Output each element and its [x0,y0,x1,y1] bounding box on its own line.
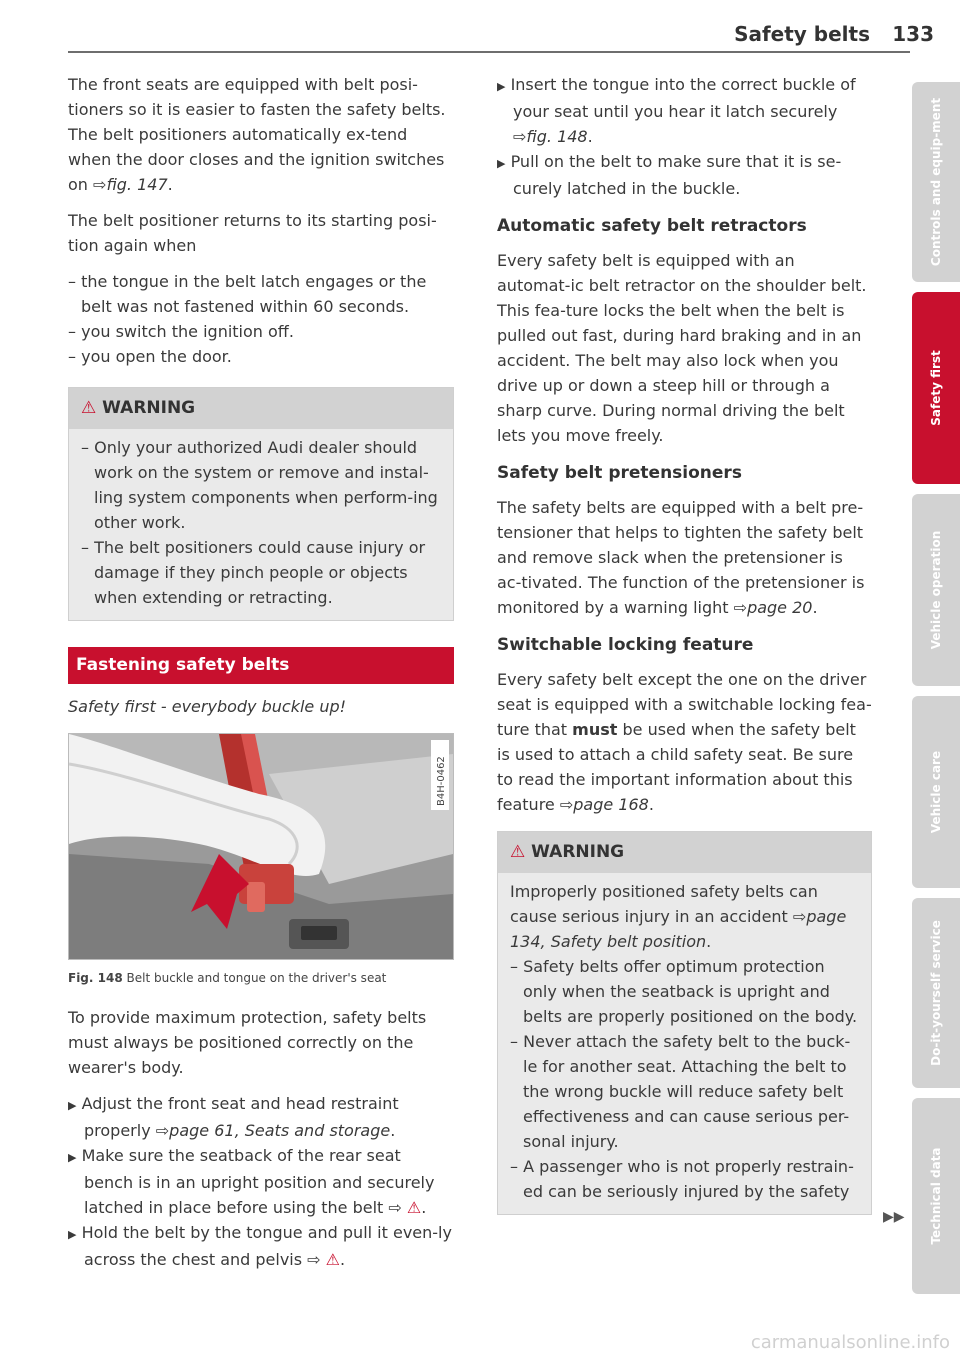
watermark: carmanualsonline.info [750,1332,950,1353]
right-column [497,72,872,1215]
warning-triangle-icon: ⚠ [510,842,526,862]
bullet-icon: ▶ [68,1099,77,1112]
warning-triangle-icon: ⚠ [81,398,97,418]
intro-ref[interactable]: fig. 147 [106,175,168,194]
tab-vehicle-care[interactable]: Vehicle care [912,696,960,888]
arrow-icon: ⇨ [559,795,574,814]
warning-intro: Improperly positioned safety belts can cause serious injury in an accident ⇨page 134, Safety belt position. [510,882,847,951]
bullet-icon: ▶ [497,157,506,170]
warning-item: – A passenger who is not properly restrain-ed can be seriously injured by the safety [510,1157,854,1201]
tab-controls-and-equipment[interactable]: Controls and equip-ment [912,82,960,282]
section-heading: Fastening safety belts [68,647,454,684]
warning-body [498,873,871,1214]
arrow-icon: ⇨ [93,175,107,194]
protect-paragraph: To provide maximum protection, safety belts must always be positioned correctly on the wearer's body. [68,1008,427,1077]
figure-148 [68,733,454,960]
pretensioners-paragraph: The safety belts are equipped with a belt pre-tensioner that helps to tighten the safety belt and remove slack when the pretensioner is ac-tivated. The function of the pretensioner is monitored by a warning light ⇨page 20. [497,498,865,617]
intro-paragraph: The front seats are equipped with belt posi-tioners so it is easier to fasten the safety belts. The belt positioners automatically ex-tend when the door closes and the ignition switches on ⇨fig. 147. [68,75,446,194]
warning-box [497,831,872,1215]
intro-text: The front seats are equipped with belt posi-tioners so it is easier to fasten the safety belts. The belt positioners automatically ex-tend when the door closes and the ignition switches on [68,75,446,194]
belt-buckle-illustration [69,734,453,959]
warning-box [68,387,454,621]
locking-emphasis: must [572,720,618,739]
section-subtitle: Safety first - everybody buckle up! [68,697,347,716]
figure-caption [68,966,454,991]
step-item: ▶ Hold the belt by the tongue and pull it even-ly across the chest and pelvis ⇨ ⚠. [68,1223,452,1269]
step-item: ▶ Insert the tongue into the correct buckle of your seat until you hear it latch securely ⇨fig. 148. [497,75,856,146]
condition-item: – the tongue in the belt latch engages or the belt was not fastened within 60 seconds. [68,272,427,316]
warning-header: ⚠ WARNING [498,832,871,873]
locking-ref[interactable]: page 168 [573,795,649,814]
figure-caption-text: Belt buckle and tongue on the driver's seat [126,971,387,985]
bullet-icon: ▶ [497,80,506,93]
header-title: Safety belts [734,22,870,46]
arrow-icon: ⇨ [733,598,748,617]
warning-item: – Never attach the safety belt to the buck-le for another seat. Attaching the belt to the wrong buckle will reduce safety belt effectiveness and can cause serious per-sonal injury. [510,1032,851,1151]
warning-triangle-icon[interactable]: ⚠ [406,1198,422,1217]
arrow-icon: ⇨ [388,1198,402,1217]
warning-ref[interactable]: page 134, Safety belt position [510,907,847,951]
condition-item: – you switch the ignition off. [68,322,294,341]
arrow-icon: ⇨ [792,907,807,926]
pretensioners-ref[interactable]: page 20 [747,598,813,617]
header-rule [68,51,910,53]
figure-code: B4H-0462 [436,756,447,806]
figure-label: Fig. 148 [68,971,123,985]
warning-item: – Safety belts offer optimum protection only when the seatback is upright and belts are properly positioned on the body. [510,957,858,1026]
tab-safety-first[interactable]: Safety first [912,292,960,484]
warning-triangle-icon[interactable]: ⚠ [325,1250,341,1269]
warning-item: – The belt positioners could cause injury or damage if they pinch people or objects when extending or retracting. [81,538,426,607]
warning-header: ⚠ WARNING [69,388,453,429]
step-ref[interactable]: page 61, Seats and storage [169,1121,391,1140]
returns-paragraph: The belt positioner returns to its starting posi-tion again when [68,211,437,255]
condition-item: – you open the door. [68,347,232,366]
step-item: ▶ Pull on the belt to make sure that it is se-curely latched in the buckle. [497,152,842,198]
locking-heading: Switchable locking feature [497,635,754,655]
step-ref[interactable]: fig. 148 [526,127,588,146]
step-item: ▶ Adjust the front seat and head restraint properly ⇨page 61, Seats and storage. [68,1094,399,1140]
continue-arrow-icon: ▶▶ [883,1209,905,1225]
locking-paragraph: Every safety belt except the one on the driver seat is equipped with a switchable locking fea-ture that must be used when the safety belt is used to attach a child safety seat. Be sure to read the important information about this feature ⇨page 168. [497,670,872,814]
arrow-icon: ⇨ [155,1121,170,1140]
arrow-icon: ⇨ [307,1250,321,1269]
tab-vehicle-operation[interactable]: Vehicle operation [912,494,960,686]
page-number: 133 [892,22,934,46]
retractors-heading: Automatic safety belt retractors [497,216,807,236]
tab-do-it-yourself-service[interactable]: Do-it-yourself service [912,898,960,1088]
retractors-paragraph: Every safety belt is equipped with an automat-ic belt retractor on the shoulder belt. This fea-ture locks the belt when the belt is pulled out fast, during hard braking and in an accident. The belt may also lock when you drive up or down a steep hill or through a sharp curve. During normal driving the belt lets you move freely. [497,251,867,445]
warning-item: – Only your authorized Audi dealer should work on the system or remove and instal-ling system components when perform-ing other work. [81,438,438,532]
arrow-icon: ⇨ [513,127,527,146]
step-item: ▶ Make sure the seatback of the rear seat bench is in an upright position and securely latched in place before using the belt ⇨ ⚠. [68,1146,435,1217]
pretensioners-heading: Safety belt pretensioners [497,463,742,483]
bullet-icon: ▶ [68,1151,77,1164]
warning-body [69,429,453,620]
bullet-icon: ▶ [68,1228,77,1241]
tab-technical-data[interactable]: Technical data [912,1098,960,1294]
left-column [68,72,454,1272]
